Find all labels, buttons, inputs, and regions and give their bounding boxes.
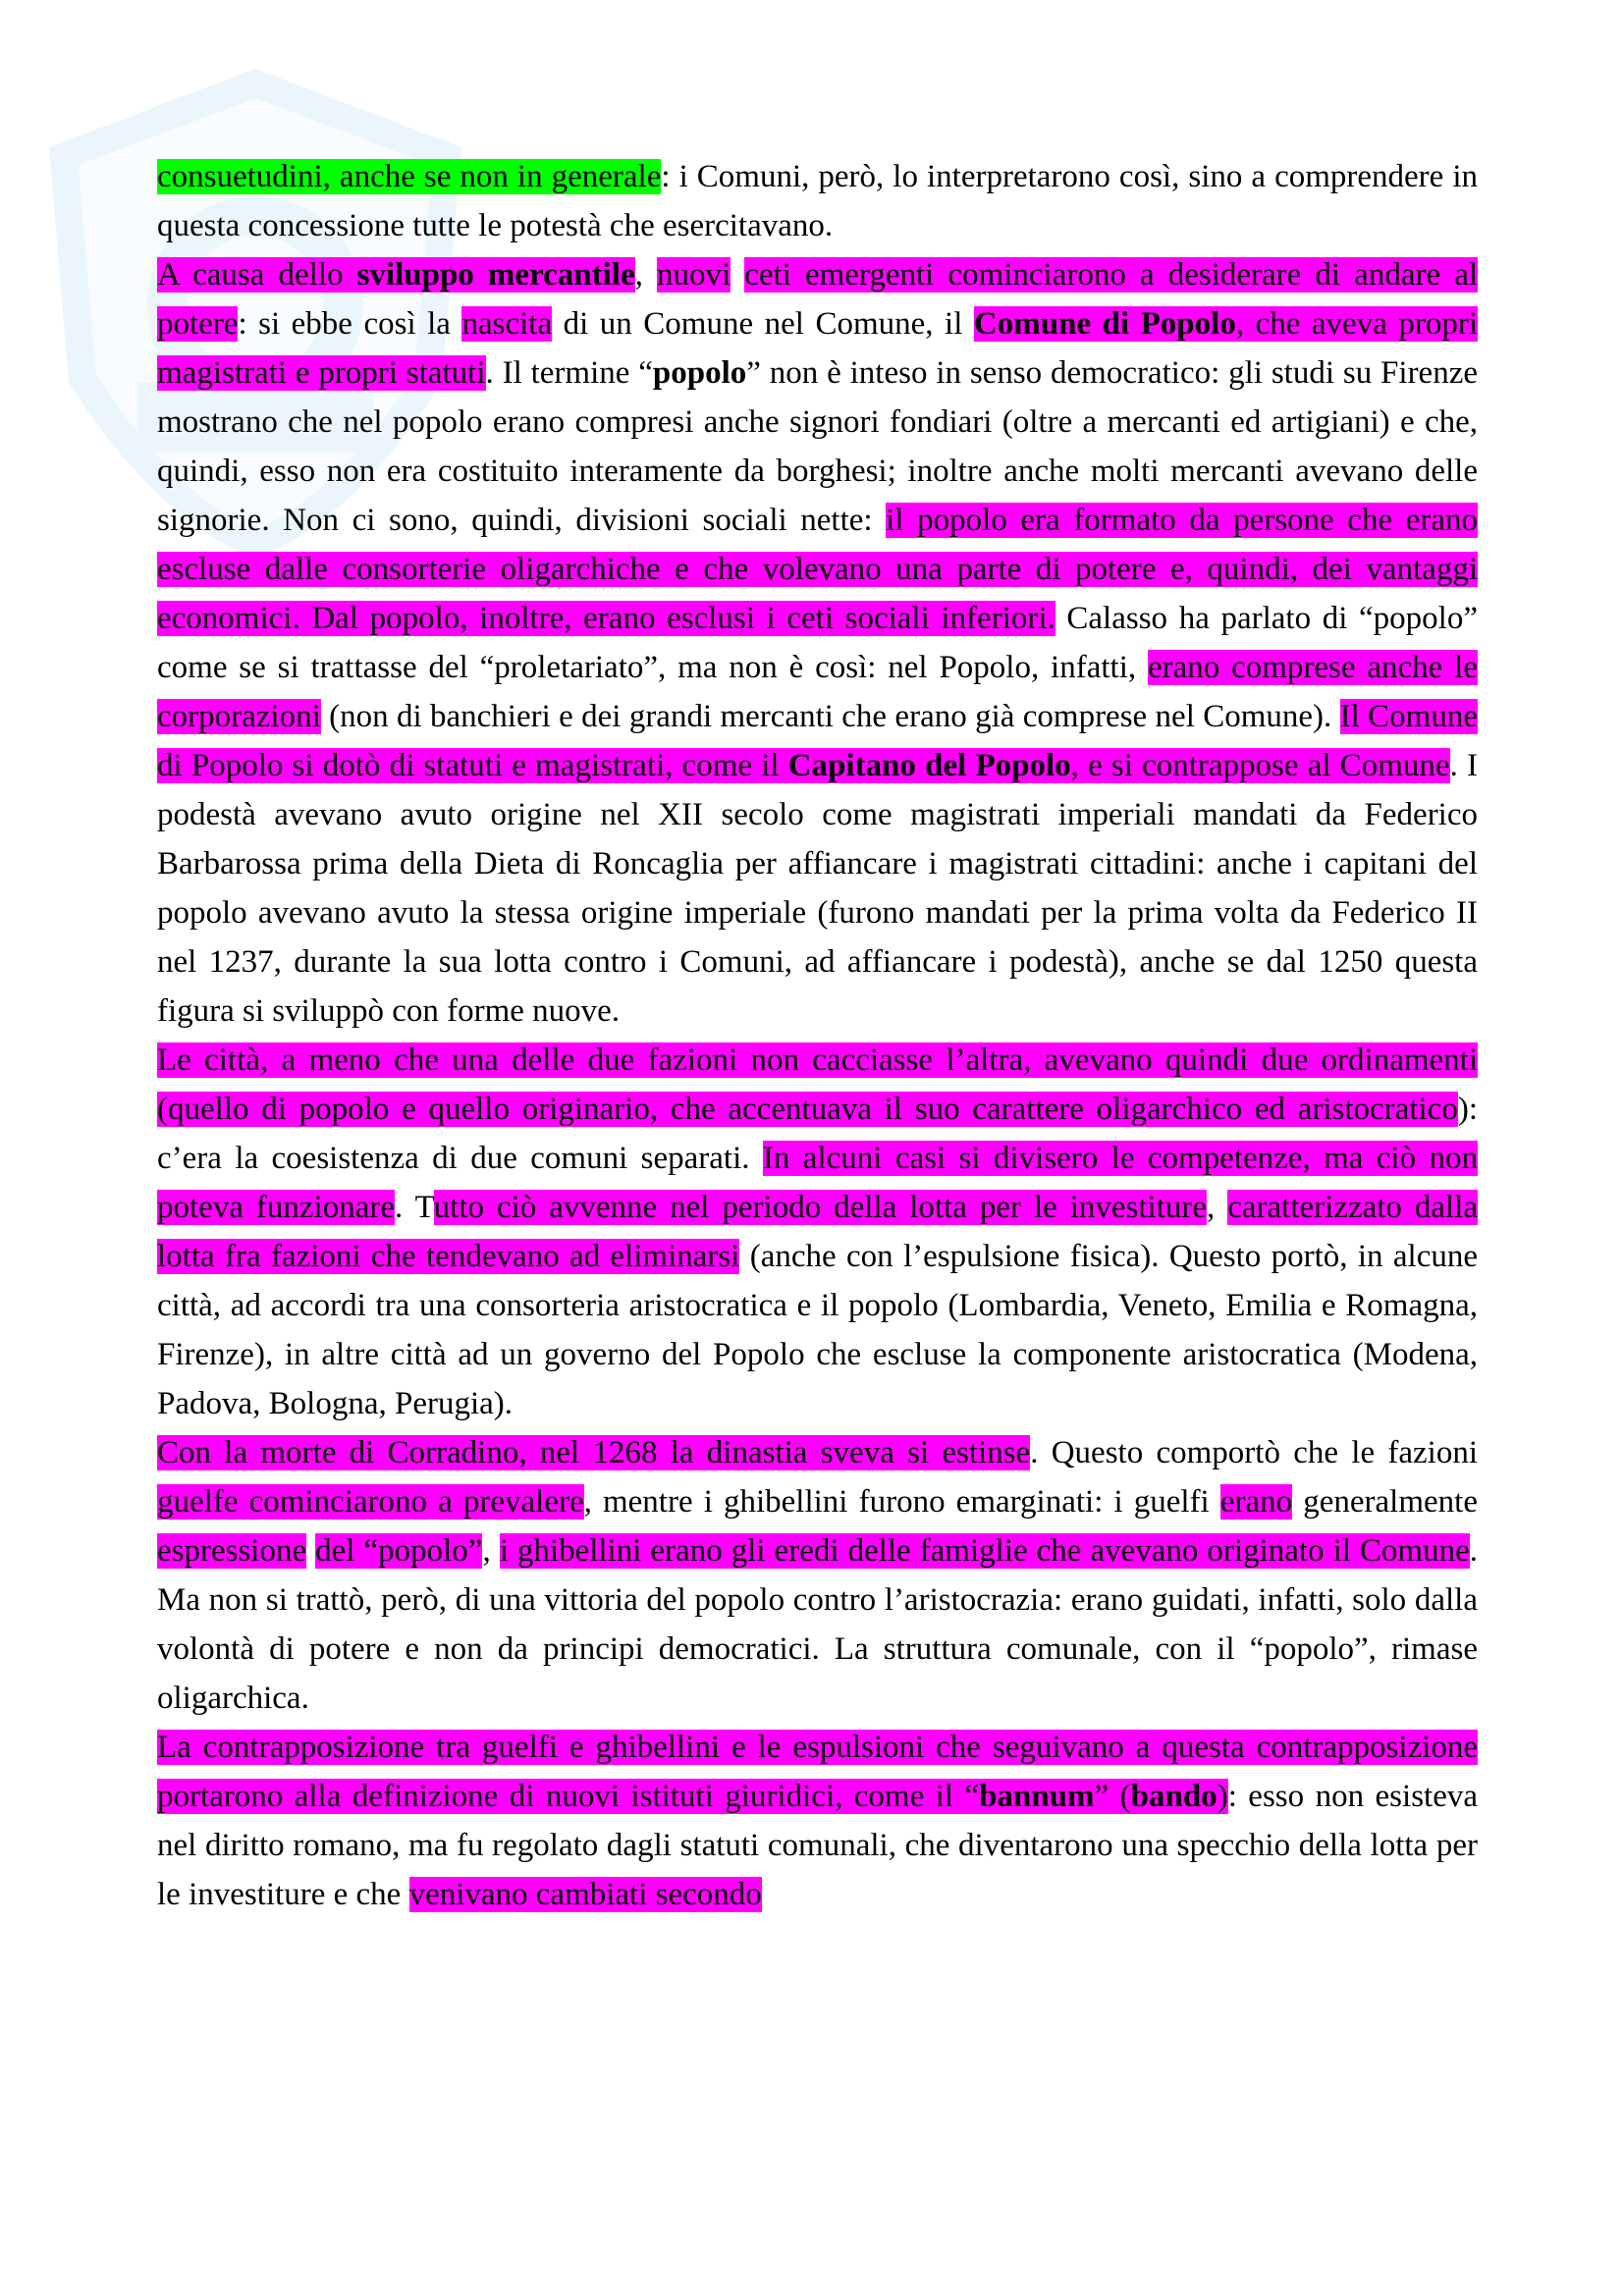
highlighted-text: utto ciò avvenne nel periodo della lotta per le investiture — [433, 1190, 1208, 1225]
highlighted-text: i ghibellini erano gli eredi delle famiglie che avevano originato il Comune — [499, 1533, 1470, 1569]
highlighted-text: ” ( — [1094, 1779, 1131, 1814]
highlighted-text: Comune di Popolo — [973, 306, 1236, 342]
highlighted-text: guelfe cominciarono a prevalere — [157, 1484, 584, 1520]
highlighted-text: venivano cambiati secondo — [408, 1877, 762, 1912]
text-run: generalmente — [1292, 1484, 1478, 1520]
highlighted-text: il popolo era formato da persone che erano escluse dalle consorterie oligarchiche e che volevano una parte di potere e, quindi, dei vantaggi economici. Dal popolo, inoltre, erano esclusi i ceti sociali inferiori. — [157, 503, 1478, 636]
highlighted-text: del “popolo” — [315, 1533, 483, 1569]
text-run: . I podestà avevano avuto origine nel XII secolo come magistrati imperiali mandati da Federico Barbarossa prima della Dieta di Roncaglia per affiancare i magistrati cittadini: anche i capitani del popolo avevano avuto la stessa origine imperiale (furono mandati per la prima volta da Federico II nel 1237, durante la sua lotta contro i Comuni, ad affiancare i podestà), anche se dal 1250 questa figura si sviluppò con forme nuove. — [157, 748, 1478, 1029]
text-run: (anche con l’espulsione fisica). Questo portò, in alcune città, ad accordi tra una consorteria aristocratica e il popolo (Lombardia, Veneto, Emilia e Romagna, Firenze), in altre città ad un governo del Popolo che escluse la componente aristocratica (Modena, Padova, Bologna, Perugia). — [157, 1239, 1478, 1421]
text-run: . Ma non si trattò, però, di una vittoria del popolo contro l’aristocrazia: erano guidati, infatti, solo dalla volontà di potere e non da principi democratici. La struttura comunale, con il “popolo”, rimase oligarchica. — [157, 1533, 1478, 1716]
text-run: ): c’era la coesistenza di due comuni separati. — [157, 1092, 1478, 1176]
text-run: , — [634, 257, 657, 293]
text-run: ” non è inteso in senso democratico: gli studi su Firenze mostrano che nel popolo erano compresi anche signori fondiari (oltre a mercanti ed artigiani) e che, quindi, esso non era costituito interamente da borghesi; inoltre anche molti mercanti avevano delle signorie. Non ci sono, quindi, divisioni sociali nette: — [157, 355, 1478, 538]
highlighted-text: Le città, a meno che una delle due fazioni non cacciasse l’altra, avevano quindi due ordinamenti (quello di popolo e quello originario, che accentuava il suo carattere oligarchico ed aristocratico — [157, 1042, 1478, 1127]
text-run — [306, 1533, 315, 1569]
text-run: , — [1207, 1190, 1228, 1225]
paragraph — [157, 1036, 1478, 1428]
highlighted-text: In alcuni casi si divisero le competenze, ma ciò non poteva funzionare — [157, 1141, 1478, 1225]
text-run: : esso non esisteva nel diritto romano, ma fu regolato dagli statuti comunali, che diventarono una specchio della lotta per le investiture e che — [157, 1779, 1479, 1912]
document-body — [157, 152, 1478, 1919]
text-run: di un Comune nel Comune, il — [552, 306, 974, 342]
highlighted-text: Il Comune di Popolo si dotò di statuti e magistrati, come il — [157, 699, 1479, 783]
text-run: . T — [395, 1190, 434, 1225]
text-run: Calasso ha parlato di “popolo” come se si trattasse del “proletariato”, ma non è così: nel Popolo, infatti, — [157, 601, 1478, 685]
highlighted-text: ) — [1217, 1779, 1228, 1814]
highlighted-text: bannum — [979, 1779, 1095, 1814]
highlighted-text: , che aveva propri magistrati e propri statuti — [157, 306, 1478, 391]
bold-text: popolo — [652, 355, 747, 391]
highlighted-text: consuetudini, anche se non in generale — [157, 159, 662, 194]
highlighted-text: La contrapposizione tra guelfi e ghibellini e le espulsioni che seguivano a questa contrapposizione portarono alla definizione di nuovi istituti giuridici, come il “ — [157, 1730, 1478, 1814]
paragraph — [157, 1723, 1478, 1919]
text-run: : si ebbe così la — [238, 306, 462, 342]
highlighted-text: erano compresе anche le corporazioni — [157, 650, 1478, 734]
text-run: , — [482, 1533, 500, 1569]
paragraph — [157, 250, 1478, 1036]
highlighted-text: Capitano del Popolo — [787, 748, 1071, 783]
paragraph — [157, 152, 1478, 250]
text-run: . Questo comportò che le fazioni — [1030, 1435, 1478, 1470]
text-run — [730, 257, 744, 293]
highlighted-text: bando — [1130, 1779, 1217, 1814]
highlighted-text: sviluppo mercantile — [356, 257, 635, 293]
highlighted-text: nascita — [461, 306, 553, 342]
highlighted-text: espressione — [157, 1533, 307, 1569]
text-run: : i Comuni, però, lo interpretarono così, sino a comprendere in questa concessione tutte le potestà che esercitavano. — [157, 159, 1478, 243]
highlighted-text: , e si contrappose al Comune — [1070, 748, 1450, 783]
highlighted-text: nuovi — [656, 257, 731, 293]
highlighted-text: A causa dello — [157, 257, 357, 293]
highlighted-text: Con la morte di Corradino, nel 1268 la dinastia sveva si estinse — [157, 1435, 1031, 1470]
paragraph — [157, 1428, 1478, 1723]
highlighted-text: caratterizzato dalla lotta fra fazioni che tendevano ad eliminarsi — [157, 1190, 1479, 1274]
highlighted-text: ceti emergenti cominciarono a desiderare di andare al potere — [157, 257, 1479, 342]
highlighted-text: erano — [1219, 1484, 1293, 1520]
text-run: , mentre i ghibellini furono emarginati: i guelfi — [583, 1484, 1220, 1520]
text-run: . Il termine “ — [485, 355, 653, 391]
text-run: (non di banchieri e dei grandi mercanti che erano già comprese nel Comune). — [320, 699, 1340, 734]
